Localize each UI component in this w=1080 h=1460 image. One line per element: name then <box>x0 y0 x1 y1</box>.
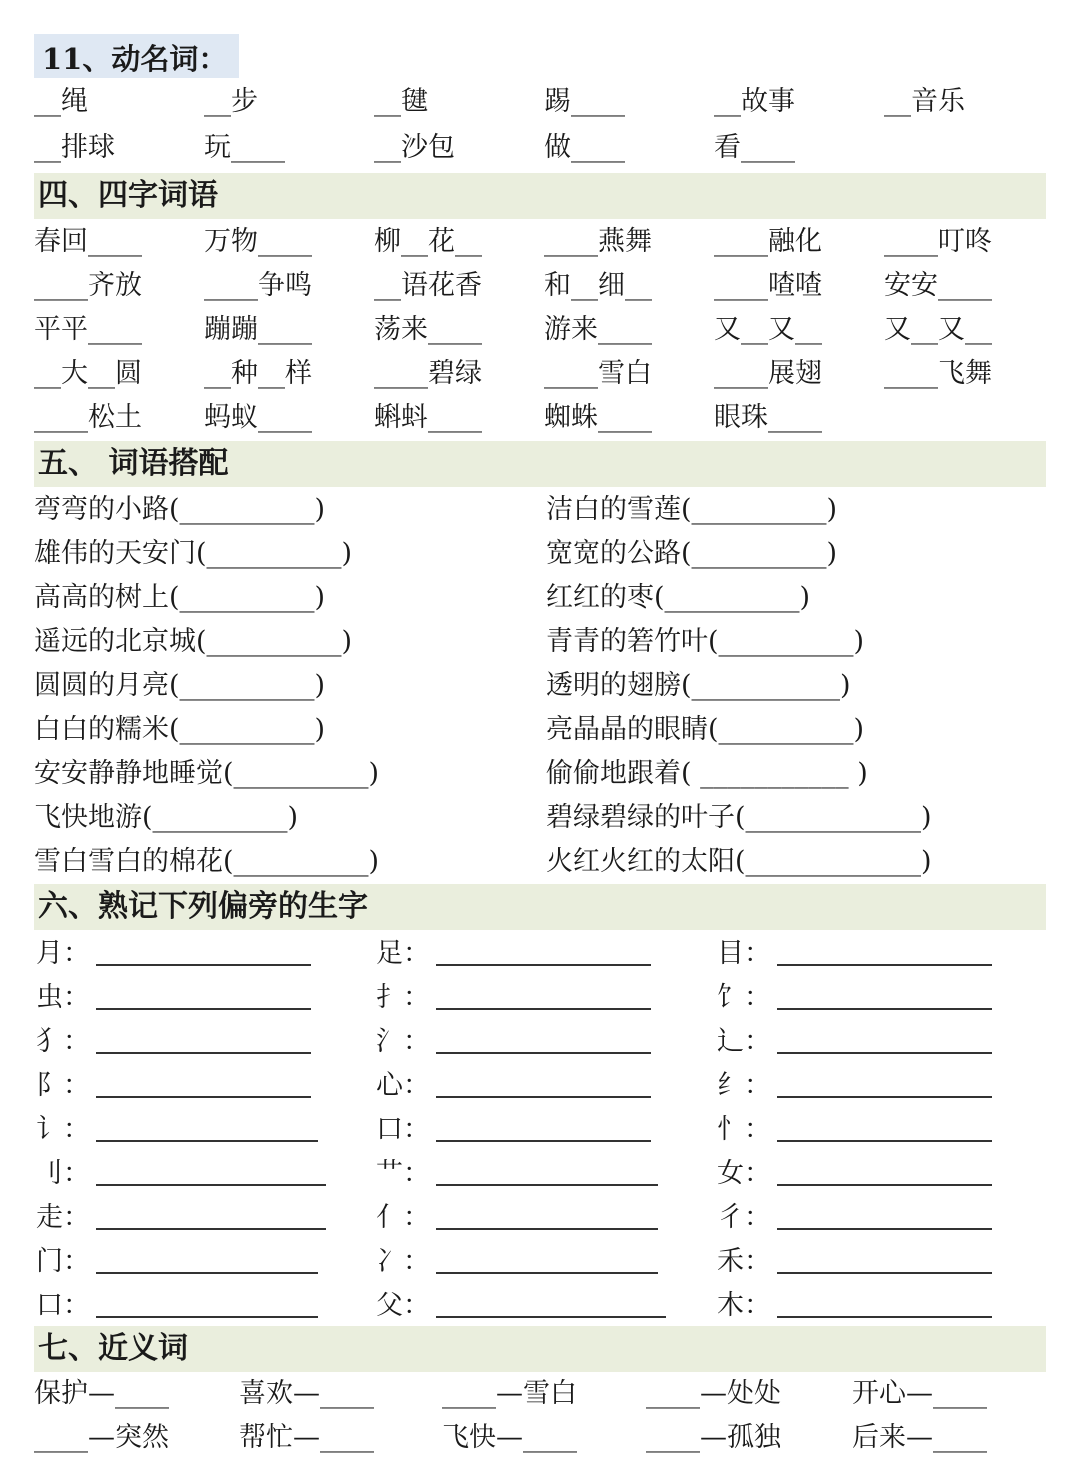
pianpang-label: 走： <box>36 1202 90 1233</box>
jinyici-item: 飞快—____ <box>442 1422 577 1453</box>
sizici-item: 蝌蚪____ <box>374 402 482 433</box>
jinyici-row-2 <box>34 1416 1054 1460</box>
sizici-item: ____叮咚 <box>884 226 992 257</box>
sizici-item: 又__又__ <box>884 314 992 345</box>
dapei-right-3: 红红的枣(__________) <box>546 582 811 613</box>
answer-line <box>436 1096 651 1098</box>
dongmingci-item: 做____ <box>544 132 625 163</box>
sizici-item: ____展翅 <box>714 358 822 389</box>
pianpang-label: 目： <box>717 938 771 969</box>
sizici-item: ____争鸣 <box>204 270 312 301</box>
dapei-left-8: 飞快地游(__________) <box>34 802 299 833</box>
sizici-item: 春回____ <box>34 226 142 257</box>
answer-line <box>436 1140 651 1142</box>
pianpang-label: 虫： <box>36 982 90 1013</box>
dongmingci-row-2 <box>34 126 1054 170</box>
answer-line <box>96 1140 318 1142</box>
sizici-item: ____飞舞 <box>884 358 992 389</box>
pianpang-row <box>36 1240 336 1284</box>
dongmingci-item: __沙包 <box>374 132 455 163</box>
sizici-item: 蹦蹦____ <box>204 314 312 345</box>
answer-line <box>96 1184 326 1186</box>
dapei-right-6: 亮晶晶的眼睛(__________) <box>546 714 865 745</box>
dapei-left-6: 白白的糯米(__________) <box>34 714 326 745</box>
pianpang-label: 氵： <box>376 1026 430 1057</box>
pianpang-row <box>717 1284 1017 1328</box>
sizici-item: 平平____ <box>34 314 142 345</box>
dongmingci-item: 踢____ <box>544 86 625 117</box>
answer-line <box>777 1008 992 1010</box>
pianpang-label: 阝： <box>36 1070 90 1101</box>
dongmingci-item: __故事 <box>714 86 795 117</box>
sizici-row-4 <box>34 352 1054 396</box>
pianpang-row <box>376 1152 676 1196</box>
sizici-item: ____碧绿 <box>374 358 482 389</box>
jinyici-item: 后来—____ <box>852 1422 987 1453</box>
sizici-row-2 <box>34 264 1054 308</box>
dapei-left-4: 遥远的北京城(__________) <box>34 626 353 657</box>
jinyici-item: 喜欢—____ <box>239 1378 374 1409</box>
pianpang-row <box>717 1240 1017 1284</box>
pianpang-label: 足： <box>376 938 430 969</box>
pianpang-row <box>717 1020 1017 1064</box>
pianpang-row <box>717 1064 1017 1108</box>
sizici-item: 荡来____ <box>374 314 482 345</box>
answer-line <box>96 1008 311 1010</box>
pianpang-label: 扌： <box>376 982 430 1013</box>
pianpang-row <box>376 1108 676 1152</box>
answer-line <box>96 1096 311 1098</box>
dongmingci-item: 看____ <box>714 132 795 163</box>
pianpang-label: 忄： <box>717 1114 771 1145</box>
answer-line <box>436 1316 666 1318</box>
pianpang-label: 冫： <box>376 1246 430 1277</box>
jinyici-item: 开心—____ <box>852 1378 987 1409</box>
answer-line <box>436 964 651 966</box>
answer-line <box>96 1316 318 1318</box>
pianpang-row <box>717 976 1017 1020</box>
section-title-pianpang: 六、熟记下列偏旁的生字 <box>34 884 1046 930</box>
pianpang-label: 刂： <box>36 1158 90 1189</box>
dapei-right-9: 火红火红的太阳(_____________) <box>546 846 932 877</box>
jinyici-item: 保护—____ <box>34 1378 169 1409</box>
answer-line <box>777 1140 992 1142</box>
jinyici-item: 帮忙—____ <box>239 1422 374 1453</box>
dapei-left-5: 圆圆的月亮(__________) <box>34 670 326 701</box>
dongmingci-item: __绳 <box>34 86 88 117</box>
answer-line <box>96 964 311 966</box>
dongmingci-item: __毽 <box>374 86 428 117</box>
sizici-item: 蜘蛛____ <box>544 402 652 433</box>
sizici-row-3 <box>34 308 1054 352</box>
dapei-left-7: 安安静静地睡觉(__________) <box>34 758 380 789</box>
sizici-item: 柳__花__ <box>374 226 482 257</box>
sizici-item: 安安____ <box>884 270 992 301</box>
dongmingci-item: __步 <box>204 86 258 117</box>
pianpang-row <box>376 932 676 976</box>
jinyici-item: ____—突然 <box>34 1422 169 1453</box>
answer-line <box>96 1272 318 1274</box>
dapei-right-4: 青青的箬竹叶(__________) <box>546 626 865 657</box>
pianpang-label: 父： <box>376 1290 430 1321</box>
sizici-item: 万物____ <box>204 226 312 257</box>
sizici-row-5 <box>34 396 1054 440</box>
answer-line <box>777 1184 992 1186</box>
pianpang-row <box>36 1152 336 1196</box>
dapei-left-3: 高高的树上(__________) <box>34 582 326 613</box>
pianpang-row <box>36 1064 326 1108</box>
dongmingci-item: 玩____ <box>204 132 285 163</box>
sizici-item: __语花香 <box>374 270 482 301</box>
answer-line <box>96 1052 311 1054</box>
section-title-dongmingci: 11、动名词： <box>34 34 239 78</box>
sizici-item: ____松土 <box>34 402 142 433</box>
answer-line <box>777 1052 992 1054</box>
sizici-item: 游来____ <box>544 314 652 345</box>
pianpang-row <box>376 1240 676 1284</box>
answer-line <box>436 1052 651 1054</box>
pianpang-label: 月： <box>36 938 90 969</box>
pianpang-row <box>36 976 326 1020</box>
dongmingci-row-1 <box>34 80 1054 124</box>
pianpang-label: 口： <box>36 1290 90 1321</box>
sizici-item: 眼珠____ <box>714 402 822 433</box>
pianpang-row <box>717 1108 1017 1152</box>
answer-line <box>777 1272 992 1274</box>
pianpang-label: 门： <box>36 1246 90 1277</box>
dapei-right-5: 透明的翅膀(___________) <box>546 670 851 701</box>
pianpang-label: 心： <box>376 1070 430 1101</box>
pianpang-label: 木： <box>717 1290 771 1321</box>
section-title-jinyici: 七、近义词 <box>34 1326 1046 1372</box>
pianpang-label: 讠： <box>36 1114 90 1145</box>
answer-line <box>436 1184 658 1186</box>
answer-line <box>777 1228 992 1230</box>
answer-line <box>777 964 992 966</box>
pianpang-row <box>717 1152 1017 1196</box>
pianpang-row <box>36 1108 326 1152</box>
answer-line <box>777 1096 992 1098</box>
sizici-item: 又__又__ <box>714 314 822 345</box>
sizici-item: ____燕舞 <box>544 226 652 257</box>
pianpang-label: 犭： <box>36 1026 90 1057</box>
section-title-dapei: 五、 词语搭配 <box>34 441 1046 487</box>
pianpang-row <box>36 932 326 976</box>
sizici-item: 和__细__ <box>544 270 652 301</box>
pianpang-label: 艹： <box>376 1158 430 1189</box>
sizici-row-1 <box>34 220 1054 264</box>
answer-line <box>436 1228 658 1230</box>
pianpang-row <box>376 1284 676 1328</box>
sizici-item: __大__圆 <box>34 358 142 389</box>
dapei-left-2: 雄伟的天安门(__________) <box>34 538 353 569</box>
pianpang-label: 口： <box>376 1114 430 1145</box>
jinyici-row-1 <box>34 1372 1054 1416</box>
dapei-left-9: 雪白雪白的棉花(__________) <box>34 846 380 877</box>
pianpang-label: 女： <box>717 1158 771 1189</box>
dongmingci-item: __音乐 <box>884 86 965 117</box>
sizici-item: 蚂蚁____ <box>204 402 312 433</box>
pianpang-label: 辶： <box>717 1026 771 1057</box>
jinyici-item: ____—孤独 <box>646 1422 781 1453</box>
pianpang-label: 纟： <box>717 1070 771 1101</box>
pianpang-label: 亻： <box>376 1202 430 1233</box>
dapei-right-1: 洁白的雪莲(__________) <box>546 494 838 525</box>
sizici-item: ____融化 <box>714 226 822 257</box>
jinyici-item: ____—处处 <box>646 1378 781 1409</box>
pianpang-row <box>376 1196 676 1240</box>
pianpang-row <box>36 1284 336 1328</box>
pianpang-label: 彳： <box>717 1202 771 1233</box>
pianpang-row <box>717 1196 1017 1240</box>
dapei-right-8: 碧绿碧绿的叶子(_____________) <box>546 802 932 833</box>
section-title-sizici: 四、四字词语 <box>34 173 1046 219</box>
pianpang-row <box>376 1020 676 1064</box>
sizici-item: __种__样 <box>204 358 312 389</box>
answer-line <box>777 1316 992 1318</box>
sizici-item: ____齐放 <box>34 270 142 301</box>
pianpang-row <box>36 1196 336 1240</box>
answer-line <box>436 1008 651 1010</box>
answer-line <box>96 1228 326 1230</box>
dapei-left-1: 弯弯的小路(__________) <box>34 494 326 525</box>
dapei-right-2: 宽宽的公路(__________) <box>546 538 838 569</box>
pianpang-row <box>36 1020 326 1064</box>
sizici-item: ____喳喳 <box>714 270 822 301</box>
pianpang-row <box>376 976 676 1020</box>
dongmingci-item: __排球 <box>34 132 115 163</box>
dapei-right-7: 偷偷地跟着( ___________ ) <box>546 758 868 789</box>
pianpang-label: 饣： <box>717 982 771 1013</box>
sizici-item: ____雪白 <box>544 358 652 389</box>
pianpang-label: 禾： <box>717 1246 771 1277</box>
pianpang-row <box>376 1064 676 1108</box>
answer-line <box>436 1272 658 1274</box>
jinyici-item: ____—雪白 <box>442 1378 577 1409</box>
pianpang-row <box>717 932 1017 976</box>
